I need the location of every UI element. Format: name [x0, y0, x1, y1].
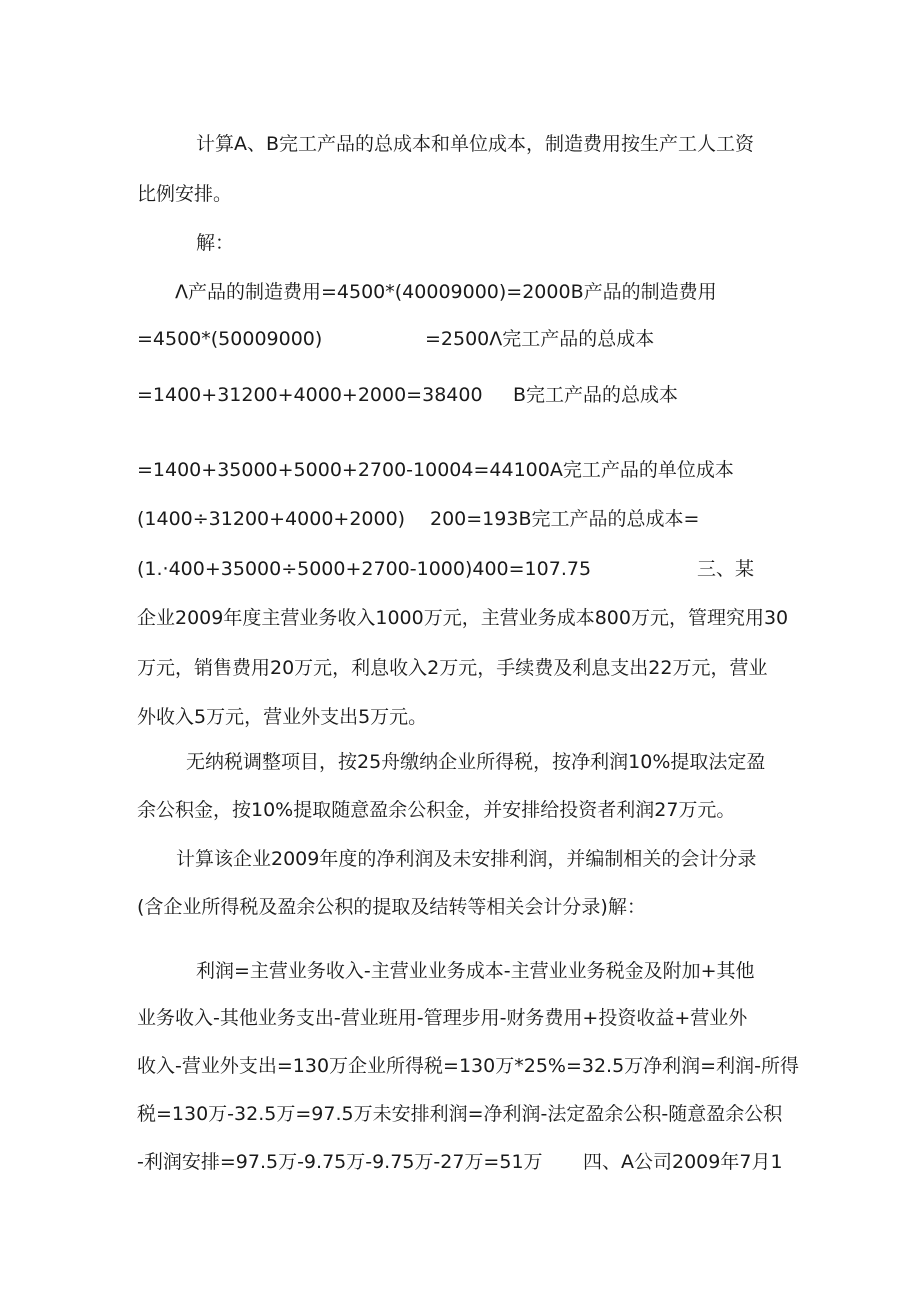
text-line-11: 万元，销售费用20万元，利息收入2万元，手续费及利息支出22万元，营业: [137, 657, 768, 679]
text-line-5a: =4500*(50009000): [137, 328, 323, 350]
text-line-8a: (1400÷31200+4000+2000): [137, 508, 406, 530]
text-line-5b: =2500Λ完工产品的总成本: [425, 328, 655, 350]
text-line-18: 业务收入-其他业务支出-营业班用-管理步用-财务费用+投资收益+营业外: [137, 1007, 748, 1029]
text-line-9a: (1.·400+35000÷5000+2700-1000)400=107.75: [137, 558, 592, 580]
text-line-6a: =1400+31200+4000+2000=38400: [137, 384, 483, 406]
text-line-20: 税=130万-32.5万=97.5万未安排利润=净利润-法定盈余公积-随意盈余公积: [137, 1103, 783, 1125]
text-line-21b: 四、A公司2009年7月1: [583, 1151, 783, 1173]
text-line-9b: 三、某: [697, 558, 755, 580]
text-line-7: =1400+35000+5000+2700-10004=44100A完工产品的单位成本: [137, 459, 734, 481]
text-line-4: Λ产品的制造费用=4500*(40009000)=2000B产品的制造费用: [175, 281, 717, 303]
text-line-12: 外收入5万元，营业外支出5万元。: [137, 706, 428, 728]
text-line-16: (含企业所得税及盈余公积的提取及结转等相关会计分录)解：: [137, 896, 646, 918]
text-line-19: 收入-营业外支出=130万企业所得税=130万*25%=32.5万净利润=利润-所得: [137, 1055, 799, 1077]
text-line-21a: -利润安排=97.5万-9.75万-9.75万-27万=51万: [137, 1151, 543, 1173]
text-line-10: 企业2009年度主营业务收入1000万元，主营业务成本800万元，管理究用30: [137, 607, 789, 629]
text-line-13: 无纳税调整项目，按25舟缴纳企业所得税，按净利润10%提取法定盈: [186, 751, 766, 773]
text-line-14: 余公积金，按10%提取随意盈余公积金，并安排给投资者利润27万元。: [137, 799, 736, 821]
text-line-3: 解：: [196, 232, 235, 254]
text-line-1: 计算A、B完工产品的总成本和单位成本，制造费用按生产工人工资: [196, 133, 755, 155]
text-line-6b: B完工产品的总成本: [513, 384, 679, 406]
text-line-17: 利润=主营业务收入-主营业业务成本-主营业业务税金及附加+其他: [196, 960, 755, 982]
text-line-15: 计算该企业2009年度的净利润及未安排利润，并编制相关的会计分录: [176, 848, 757, 870]
text-line-8b: 200=193B完工产品的总成本=: [430, 508, 700, 530]
text-line-2: 比例安排。: [137, 183, 233, 205]
